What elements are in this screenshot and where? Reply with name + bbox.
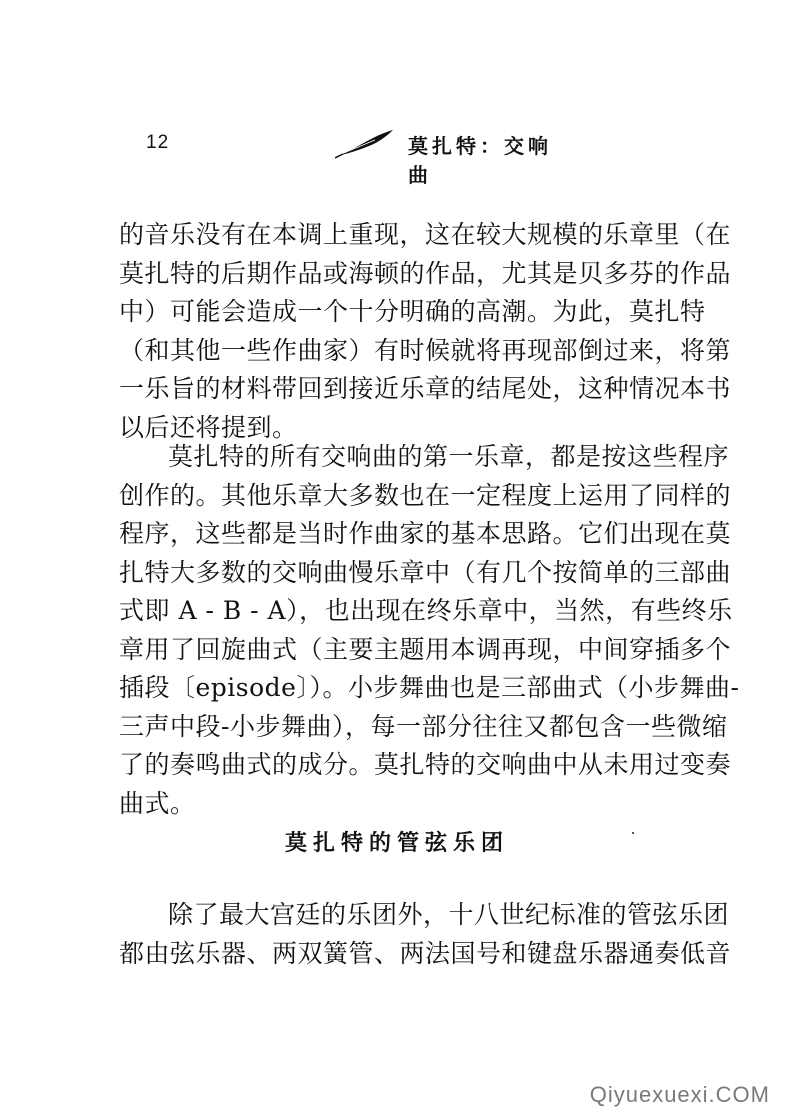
print-speck	[632, 832, 634, 834]
text-line: 的音乐没有在本调上重现，这在较大规模的乐章里（在	[119, 220, 732, 249]
text-line: 插段〔episode〕）。小步舞曲也是三部曲式（小步舞曲-	[119, 673, 740, 702]
text-line: 式即 A - B - A），也出现在终乐章中，当然，有些终乐	[119, 596, 733, 625]
text-line: 程序，这些都是当时作曲家的基本思路。它们出现在莫	[119, 519, 732, 548]
text-line: 了的奏鸣曲式的成分。莫扎特的交响曲中从未用过变奏	[119, 750, 732, 779]
text-line: 除了最大宫廷的乐团外，十八世纪标准的管弦乐团	[168, 900, 730, 929]
text-line: 三声中段-小步舞曲），每一部分往往又都包含一些微缩	[119, 711, 728, 741]
text-line: 中）可能会造成一个十分明确的高潮。为此，莫扎特	[119, 297, 706, 326]
text-line: 莫扎特的后期作品或海顿的作品，尤其是贝多芬的作品	[119, 258, 732, 288]
paragraph-1	[119, 216, 732, 447]
text-line: 曲式。	[119, 788, 196, 818]
text-line: 扎特大多数的交响曲慢乐章中（有几个按简单的三部曲	[119, 557, 732, 587]
text-line: 都由弦乐器、两双簧管、两法国号和键盘乐器通奏低音	[119, 938, 732, 968]
paragraph-3	[119, 896, 732, 973]
quill-icon	[335, 128, 395, 160]
watermark: Qiyuexuexi.COM	[589, 1082, 770, 1107]
text-line: 创作的。其他乐章大多数也在一定程度上运用了同样的	[119, 480, 732, 510]
page-number: 12	[146, 132, 170, 153]
paragraph-2	[119, 438, 740, 823]
text-line: 莫扎特的所有交响曲的第一乐章，都是按这些程序	[168, 442, 730, 471]
section-heading: 莫扎特的管弦乐团	[284, 830, 509, 856]
text-line: （和其他一些作曲家）有时候就将再现部倒过来，将第	[119, 335, 732, 365]
running-title: 莫扎特：交响曲	[408, 134, 552, 187]
text-line: 一乐旨的材料带回到接近乐章的结尾处，这种情况本书	[119, 374, 732, 403]
text-line: 章用了回旋曲式（主要主题用本调再现，中间穿插多个	[119, 634, 732, 664]
text-line: 以后还将提到。	[119, 412, 298, 442]
running-header	[140, 122, 560, 187]
